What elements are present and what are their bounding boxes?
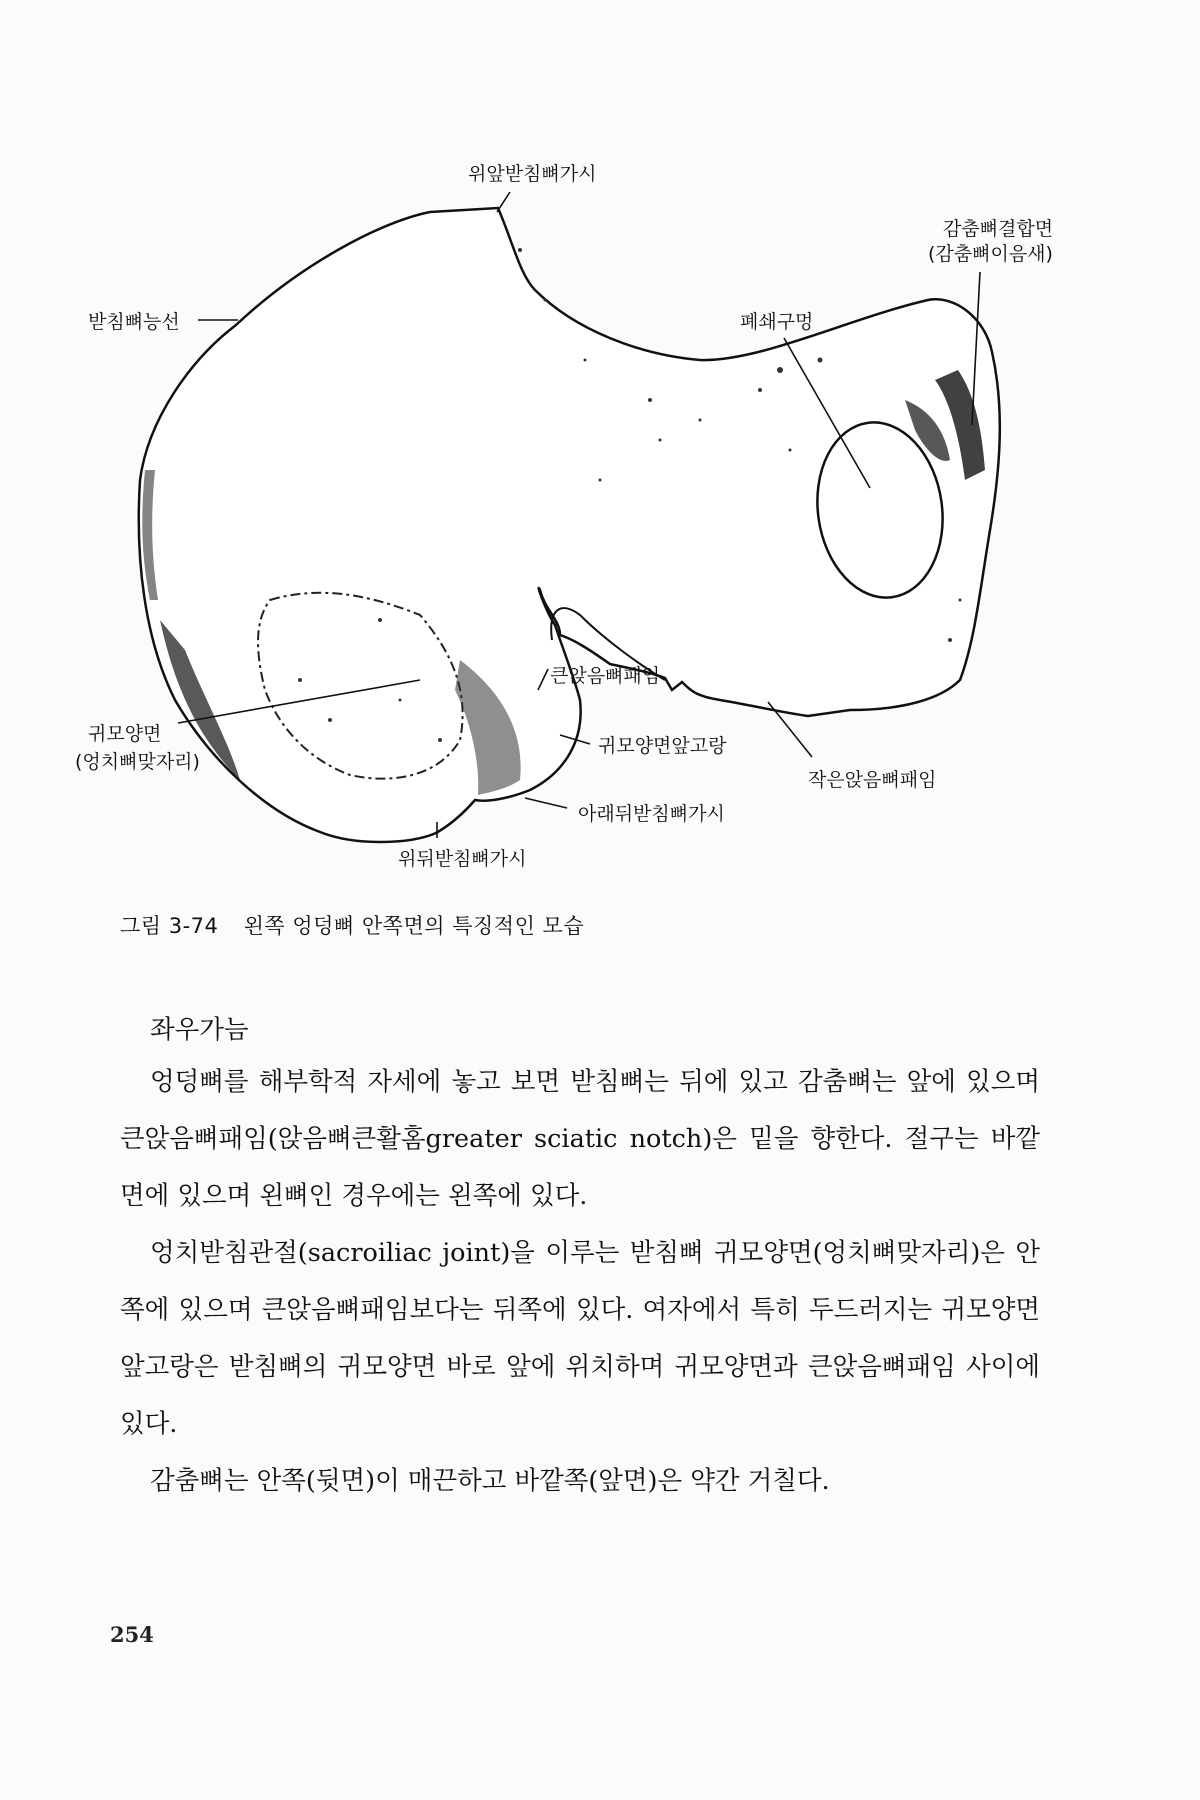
label-preauricular-sulcus: 귀모양면앞고랑 xyxy=(598,735,727,757)
label-inferior-posterior-iliac-spine: 아래뒤받침뼈가시 xyxy=(578,803,725,825)
body-text xyxy=(120,1010,1040,1510)
paragraph: 엉덩뼈를 해부학적 자세에 놓고 보면 받침뼈는 뒤에 있고 감춤뼈는 앞에 있으며 큰앉음뼈패임(앉음뼈큰활홈greater sciatic notch)은 밑을 향한다. 절구는 바깥면에 있으며 왼뼈인 경우에는 왼쪽에 있다. xyxy=(120,1067,1040,1211)
figure-caption-text: 왼쪽 엉덩뼈 안쪽면의 특징적인 모습 xyxy=(243,914,585,938)
label-iliac-crest: 받침뼈능선 xyxy=(88,311,180,333)
label-lesser-sciatic-notch: 작은앉음뼈패임 xyxy=(808,769,937,791)
label-obturator-foramen: 폐쇄구멍 xyxy=(740,311,814,333)
label-greater-sciatic-notch: 큰앉음뼈패임 xyxy=(550,665,661,687)
page-number: 254 xyxy=(110,1622,154,1647)
label-pubic-symphysis-surface-alt: (감춤뼈이음새) xyxy=(928,243,1053,265)
label-auricular-surface: 귀모양면 xyxy=(88,723,162,745)
paragraph: 엉치받침관절(sacroiliac joint)을 이루는 받침뼈 귀모양면(엉치뼈맞자리)은 안쪽에 있으며 큰앉음뼈패임보다는 뒤쪽에 있다. 여자에서 특히 두드러지는 귀모양면앞고랑은 받침뼈의 귀모양면 바로 앞에 위치하며 귀모양면과 큰앉음뼈패임 사이에 있다. xyxy=(120,1238,1040,1439)
label-superior-posterior-iliac-spine: 위뒤받침뼈가시 xyxy=(398,848,527,870)
paragraph: 감춤뼈는 안쪽(뒷면)이 매끈하고 바깥쪽(앞면)은 약간 거칠다. xyxy=(150,1466,830,1496)
label-pubic-symphysis-surface: 감춤뼈결합면 xyxy=(943,218,1054,240)
label-superior-anterior-iliac-spine: 위앞받침뼈가시 xyxy=(468,163,597,185)
label-auricular-surface-alt: (엉치뼈맞자리) xyxy=(75,751,200,773)
figure-number: 그림 3-74 xyxy=(120,914,219,938)
figure-caption xyxy=(120,910,584,940)
section-heading: 좌우가늠 xyxy=(150,1015,249,1045)
